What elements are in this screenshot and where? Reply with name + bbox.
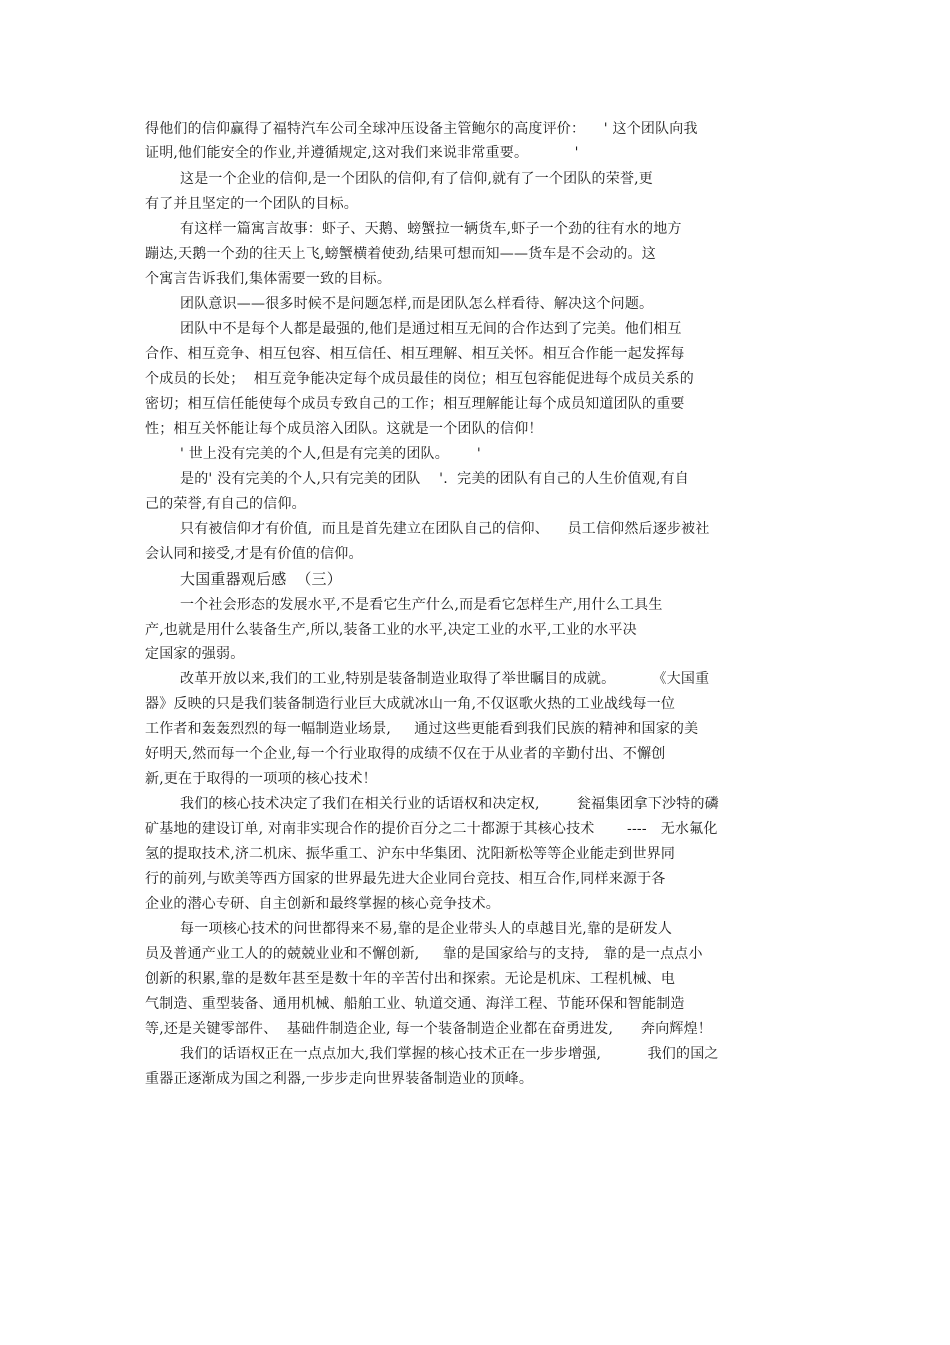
- text-line: 证明,他们能安全的作业,并遵循规定,这对我们来说非常重要。 ': [145, 145, 579, 161]
- text-line: 定国家的强弱。: [145, 646, 245, 662]
- text-line: 工作者和轰轰烈烈的每一幅制造业场景, 通过这些更能看到我们民族的精神和国家的美: [145, 721, 699, 737]
- text-line: 产,也就是用什么装备生产,所以,装备工业的水平,决定工业的水平,工业的水平决: [145, 622, 637, 638]
- text-line: 器》反映的只是我们装备制造行业巨大成就冰山一角,不仅讴歌火热的工业战线每一位: [145, 696, 676, 712]
- text-line: 有这样一篇寓言故事：虾子、天鹅、螃蟹拉一辆货车,虾子一个劲的往有水的地方: [180, 221, 682, 237]
- text-line: 只有被信仰才有价值, 而且是首先建立在团队自己的信仰、 员工信仰然后逐步被社: [180, 521, 710, 537]
- text-line: ' 世上没有完美的个人,但是有完美的团队。 ': [180, 446, 481, 462]
- text-line: 团队中不是每个人都是最强的,他们是通过相互无间的合作达到了完美。他们相互: [180, 321, 682, 337]
- text-line: 我们的话语权正在一点点加大,我们掌握的核心技术正在一步步增强, 我们的国之: [180, 1046, 719, 1062]
- section-heading: 大国重器观后感 （三）: [180, 570, 342, 588]
- text-line: 密切；相互信任能使每个成员专致自己的工作；相互理解能让每个成员知道团队的重要: [145, 396, 685, 412]
- text-line: 个成员的长处； 相互竞争能决定每个成员最佳的岗位；相互包容能促进每个成员关系的: [145, 371, 694, 387]
- text-line: 会认同和接受,才是有价值的信仰。: [145, 546, 363, 562]
- text-line: 一个社会形态的发展水平,不是看它生产什么,而是看它怎样生产,用什么工具生: [180, 597, 663, 613]
- text-line: 合作、相互竞争、相互包容、相互信任、相互理解、相互关怀。相互合作能一起发挥每: [145, 346, 685, 362]
- text-line: 改革开放以来,我们的工业,特别是装备制造业取得了举世瞩目的成就。 《大国重: [180, 671, 710, 687]
- text-line: 矿基地的建设订单, 对南非实现合作的提价百分之二十都源于其核心技术 ---- 无水氟化: [145, 821, 718, 837]
- text-line: 团队意识——很多时候不是问题怎样,而是团队怎么样看待、解决这个问题。: [180, 296, 654, 312]
- text-line: 得他们的信仰赢得了福特汽车公司全球冲压设备主管鲍尔的高度评价： ' 这个团队向我: [145, 121, 698, 137]
- text-line: 创新的积累,靠的是数年甚至是数十年的辛苦付出和探索。无论是机床、工程机械、电: [145, 971, 676, 987]
- text-line: 我们的核心技术决定了我们在相关行业的话语权和决定权, 瓮福集团拿下沙特的磷: [180, 796, 719, 812]
- text-line: 性；相互关怀能让每个成员溶入团队。这就是一个团队的信仰！: [145, 421, 543, 437]
- text-line: 重器正逐渐成为国之利器,一步步走向世界装备制造业的顶峰。: [145, 1071, 534, 1087]
- text-line: 等,还是关键零部件、 基础件制造企业, 每一个装备制造企业都在奋勇进发, 奔向辉煌！: [145, 1021, 712, 1037]
- text-line: 己的荣誉,有自己的信仰。: [145, 496, 306, 512]
- text-line: 个寓言告诉我们,集体需要一致的目标。: [145, 271, 392, 287]
- text-line: 有了并且坚定的一个团队的目标。: [145, 196, 358, 212]
- text-line: 行的前列,与欧美等西方国家的世界最先进大企业同台竞技、相互合作,同样来源于各: [145, 871, 666, 887]
- text-line: 企业的潜心专研、自主创新和最终掌握的核心竞争技术。: [145, 896, 500, 912]
- text-line: 蹦达,天鹅一个劲的往天上飞,螃蟹横着使劲,结果可想而知——货车是不会动的。这: [145, 246, 656, 262]
- text-line: 这是一个企业的信仰,是一个团队的信仰,有了信仰,就有了一个团队的荣誉,更: [180, 171, 653, 187]
- text-line: 是的' 没有完美的个人,只有完美的团队 '. 完美的团队有自己的人生价值观,有自: [180, 471, 689, 487]
- text-line: 气制造、重型装备、通用机械、船舶工业、轨道交通、海洋工程、节能环保和智能制造: [145, 996, 685, 1012]
- text-line: 每一项核心技术的问世都得来不易,靠的是企业带头人的卓越目光,靠的是研发人: [180, 921, 673, 937]
- text-line: 氢的提取技术,济二机床、振华重工、沪东中华集团、沈阳新松等等企业能走到世界同: [145, 846, 676, 862]
- text-line: 好明天,然而每一个企业,每一个行业取得的成绩不仅在于从业者的辛勤付出、不懈创: [145, 746, 666, 762]
- text-line: 员及普通产业工人的的兢兢业业和不懈创新, 靠的是国家给与的支持, 靠的是一点点小: [145, 946, 703, 962]
- text-line: 新,更在于取得的一项项的核心技术！: [145, 771, 377, 787]
